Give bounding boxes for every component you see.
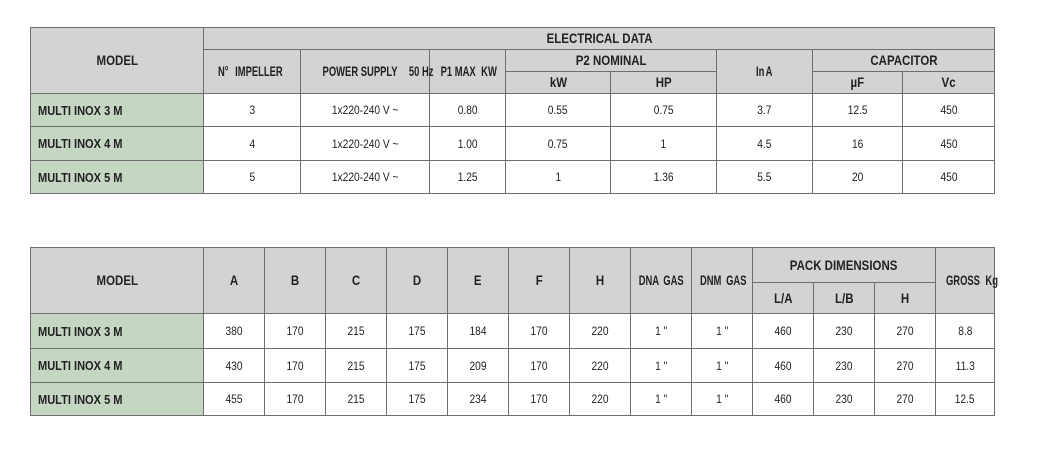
dnm-gas-cell: 1 ": [692, 383, 753, 416]
dna-gas-cell: 1 ": [631, 314, 692, 349]
pack-lb-cell: 230: [814, 314, 875, 349]
pack-dimensions-header: PACK DIMENSIONS: [753, 248, 936, 283]
pack-h-header: H: [875, 283, 936, 314]
model-cell: MULTI INOX 4 M: [31, 349, 204, 383]
power-supply-cell: 1x220-240 V ~: [301, 94, 430, 127]
model-cell: MULTI INOX 5 M: [31, 383, 204, 416]
capacitor-uf-cell: 16: [813, 127, 903, 161]
table-row: [31, 127, 995, 161]
dim-h-header: H: [570, 248, 631, 314]
impeller-header: N° IMPELLER: [204, 50, 301, 94]
in-cell: 3.7: [717, 94, 813, 127]
dna-gas-header: DNA GAS: [631, 248, 692, 314]
dim-a-cell: 455: [204, 383, 265, 416]
table-row: [31, 383, 995, 416]
model-cell: MULTI INOX 4 M: [31, 127, 204, 161]
gross-kg-header: GROSS Kg: [936, 248, 995, 314]
capacitor-vc-cell: 450: [903, 94, 995, 127]
p1-max-header: P1 MAX KW: [430, 50, 506, 94]
capacitor-header: CAPACITOR: [813, 50, 995, 72]
dim-f-cell: 170: [509, 349, 570, 383]
model-header: MODEL: [31, 28, 204, 94]
model-cell: MULTI INOX 3 M: [31, 314, 204, 349]
model-header: MODEL: [31, 248, 204, 314]
table-row: [31, 314, 995, 349]
dim-b-cell: 170: [265, 383, 326, 416]
pack-lb-cell: 230: [814, 349, 875, 383]
dim-h-cell: 220: [570, 314, 631, 349]
pack-la-cell: 460: [753, 349, 814, 383]
dim-c-cell: 215: [326, 383, 387, 416]
impeller-cell: 5: [204, 161, 301, 194]
p2-hp-cell: 1: [611, 127, 717, 161]
dna-gas-cell: 1 ": [631, 349, 692, 383]
dim-f-header: F: [509, 248, 570, 314]
dim-b-header: B: [265, 248, 326, 314]
dim-d-cell: 175: [387, 383, 448, 416]
gross-kg-cell: 12.5: [936, 383, 995, 416]
p2-hp-cell: 0.75: [611, 94, 717, 127]
table-row: [31, 161, 995, 194]
dim-e-header: E: [448, 248, 509, 314]
pack-la-header: L/A: [753, 283, 814, 314]
dnm-gas-cell: 1 ": [692, 349, 753, 383]
dnm-gas-header: DNM GAS: [692, 248, 753, 314]
dim-d-cell: 175: [387, 349, 448, 383]
pack-la-cell: 460: [753, 314, 814, 349]
power-supply-cell: 1x220-240 V ~: [301, 127, 430, 161]
dim-e-cell: 209: [448, 349, 509, 383]
capacitor-uf-cell: 20: [813, 161, 903, 194]
dim-f-cell: 170: [509, 314, 570, 349]
gross-kg-cell: 11.3: [936, 349, 995, 383]
p2-kw-cell: 0.75: [506, 127, 611, 161]
capacitor-vc-cell: 450: [903, 161, 995, 194]
pack-h-cell: 270: [875, 349, 936, 383]
pack-h-cell: 270: [875, 314, 936, 349]
p2-kw-cell: 1: [506, 161, 611, 194]
dim-e-cell: 184: [448, 314, 509, 349]
dimensions-table: [30, 247, 998, 416]
dnm-gas-cell: 1 ": [692, 314, 753, 349]
in-cell: 4.5: [717, 127, 813, 161]
dim-d-cell: 175: [387, 314, 448, 349]
dna-gas-cell: 1 ": [631, 383, 692, 416]
p1-max-cell: 1.00: [430, 127, 506, 161]
dim-c-header: C: [326, 248, 387, 314]
dim-f-cell: 170: [509, 383, 570, 416]
dim-e-cell: 234: [448, 383, 509, 416]
dim-a-cell: 380: [204, 314, 265, 349]
impeller-cell: 4: [204, 127, 301, 161]
p1-max-cell: 0.80: [430, 94, 506, 127]
impeller-cell: 3: [204, 94, 301, 127]
p1-max-cell: 1.25: [430, 161, 506, 194]
p2-hp-header: HP: [611, 72, 717, 94]
model-cell: MULTI INOX 5 M: [31, 161, 204, 194]
table-row: [31, 349, 995, 383]
in-header: In A: [717, 50, 813, 94]
electrical-data-header: ELECTRICAL DATA: [204, 28, 995, 50]
p2-kw-cell: 0.55: [506, 94, 611, 127]
dim-a-header: A: [204, 248, 265, 314]
gross-kg-cell: 8.8: [936, 314, 995, 349]
p2-hp-cell: 1.36: [611, 161, 717, 194]
capacitor-uf-cell: 12.5: [813, 94, 903, 127]
pack-la-cell: 460: [753, 383, 814, 416]
table-row: [31, 94, 995, 127]
electrical-data-table: [30, 27, 995, 194]
p2-kw-header: kW: [506, 72, 611, 94]
model-cell: MULTI INOX 3 M: [31, 94, 204, 127]
dim-b-cell: 170: [265, 314, 326, 349]
power-supply-header: POWER SUPPLY 50 Hz: [301, 50, 430, 94]
dim-a-cell: 430: [204, 349, 265, 383]
dim-c-cell: 215: [326, 349, 387, 383]
in-cell: 5.5: [717, 161, 813, 194]
capacitor-vc-cell: 450: [903, 127, 995, 161]
capacitor-vc-header: Vc: [903, 72, 995, 94]
pack-lb-header: L/B: [814, 283, 875, 314]
capacitor-uf-header: µF: [813, 72, 903, 94]
dim-c-cell: 215: [326, 314, 387, 349]
power-supply-cell: 1x220-240 V ~: [301, 161, 430, 194]
pack-lb-cell: 230: [814, 383, 875, 416]
dim-h-cell: 220: [570, 383, 631, 416]
pack-h-cell: 270: [875, 383, 936, 416]
dim-b-cell: 170: [265, 349, 326, 383]
dim-d-header: D: [387, 248, 448, 314]
p2-nominal-header: P2 NOMINAL: [506, 50, 717, 72]
dim-h-cell: 220: [570, 349, 631, 383]
